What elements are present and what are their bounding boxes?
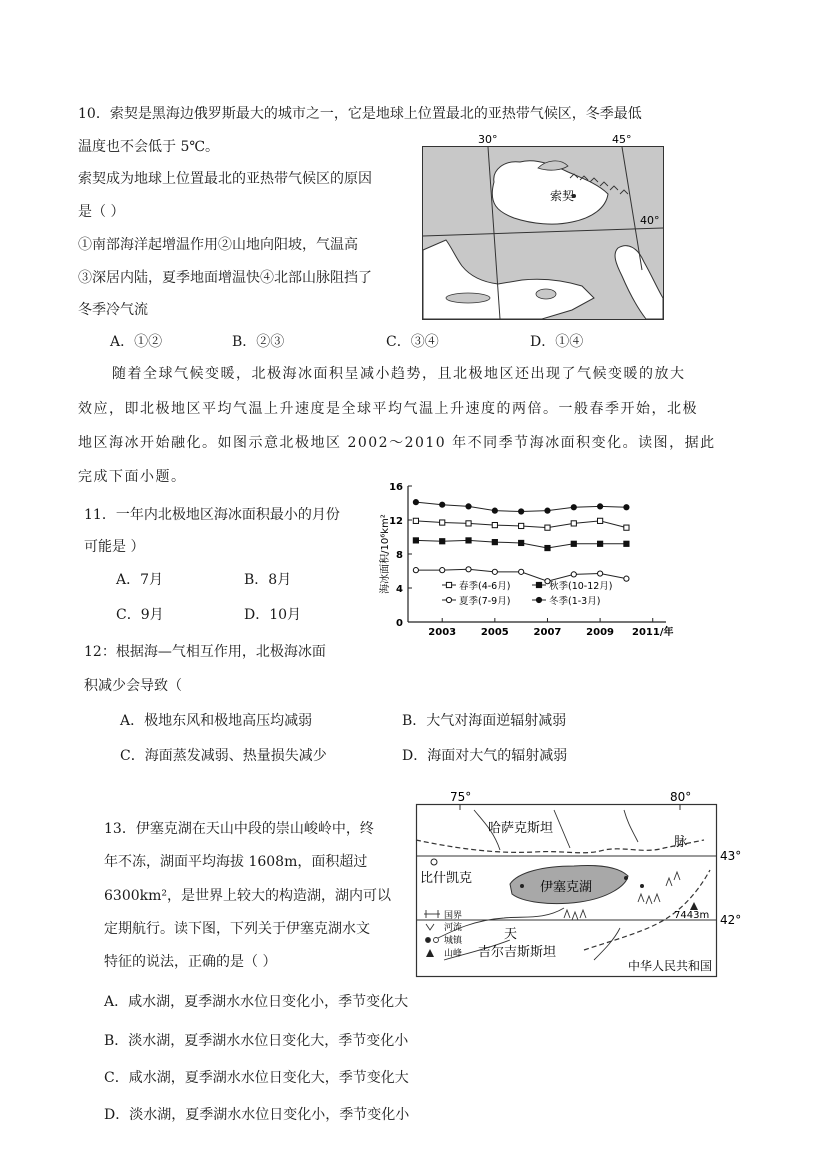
data-point (492, 523, 497, 528)
x-tick-label: 2007 (533, 627, 562, 638)
data-point (571, 572, 576, 577)
legend-marker (446, 597, 451, 602)
intro-line1: 随着全球气候变暖，北极海冰面积呈减小趋势，且北极地区还出现了气候变暖的放大 (112, 366, 686, 382)
data-point (624, 525, 629, 530)
mountain-char-tian: 天 (504, 927, 518, 942)
y-tick-label: 8 (396, 550, 403, 561)
data-point (519, 509, 524, 514)
q12-option-b: B．大气对海面逆辐射减弱 (402, 713, 567, 729)
data-point (598, 518, 603, 523)
data-point (624, 541, 629, 546)
x-tick-label: 2009 (586, 627, 615, 638)
peak-label: 7443m (674, 910, 710, 921)
data-point (466, 538, 471, 543)
data-point (492, 569, 497, 574)
intro-line2: 效应，即北极地区平均气温上升速度是全球平均气温上升速度的两倍。一般春季开始，北极 (78, 401, 698, 417)
q10-line3: 索契成为地球上位置最北的亚热带气候区的原因 (78, 171, 372, 187)
sochi-label: 索契 (550, 189, 575, 203)
q10-line1: 10．索契是黑海边俄罗斯最大的城市之一，它是地球上位置最北的亚热带气候区，冬季最低 (78, 106, 642, 122)
q13-line2: 年不冻，湖面平均海拔 1608m，面积超过 (104, 854, 368, 870)
data-point (519, 523, 524, 528)
issyk-lon2: 80° (670, 790, 692, 804)
data-point (492, 540, 497, 545)
q10-line4: 是（ ） (78, 204, 125, 220)
data-point (571, 505, 576, 510)
legend-border: 国界 (444, 911, 463, 921)
legend-marker (536, 582, 541, 587)
black-sea-lon2: 45° (612, 133, 632, 146)
data-point (413, 500, 418, 505)
legend-marker (536, 597, 541, 602)
q12-option-d: D．海面对大气的辐射减弱 (402, 748, 568, 764)
data-point (466, 521, 471, 526)
q11-line2: 可能是 ） (84, 539, 145, 555)
q11-line1: 11．一年内北极地区海冰面积最小的月份 (84, 507, 340, 523)
data-point (598, 571, 603, 576)
q10-option-b: B．②③ (232, 334, 285, 350)
q13-option-c: C．咸水湖，夏季湖水水位日变化大，季节变化大 (104, 1070, 409, 1086)
q13-option-b: B．淡水湖，夏季湖水水位日变化大，季节变化小 (104, 1033, 409, 1049)
lake-label: 伊塞克湖 (540, 880, 593, 895)
q13-line3: 6300km²，是世界上较大的构造湖，湖内可以 (104, 888, 391, 904)
q12-option-a: A．极地东风和极地高压均减弱 (120, 713, 313, 729)
intro-line3: 地区海冰开始融化。如图示意北极地区 2002～2010 年不同季节海冰面积变化。读图，据此 (78, 435, 716, 451)
q11-option-b: B．8月 (244, 572, 292, 588)
q11-option-a: A．7月 (116, 572, 164, 588)
q12-option-c: C．海面蒸发减弱、热量损失减少 (120, 748, 327, 764)
q13-line5: 特征的说法，正确的是（ ） (104, 954, 277, 970)
data-point (519, 540, 524, 545)
data-point (545, 525, 550, 530)
legend-label: 冬季(1-3月) (549, 596, 601, 607)
x-tick-label: 2005 (480, 627, 509, 638)
q10-option-c: C．③④ (386, 334, 439, 350)
issyk-lat2: 42° (720, 913, 742, 927)
data-point (624, 505, 629, 510)
q13-line1: 13．伊塞克湖在天山中段的崇山峻岭中，终 (104, 821, 374, 837)
black-sea-map (422, 130, 664, 320)
y-tick-label: 4 (396, 584, 403, 595)
q10-line5: ①南部海洋起增温作用②山地向阳坡，气温高 (78, 237, 358, 253)
q12-line2: 积减少会导致（ (84, 678, 182, 694)
china-label: 中华人民共和国 (628, 959, 713, 973)
q10-option-d: D．①④ (530, 334, 584, 350)
data-point (413, 568, 418, 573)
bishkek-label: 比什凯克 (420, 871, 473, 886)
legend-river: 河流 (444, 923, 463, 933)
data-point (545, 545, 550, 550)
q13-option-d: D．淡水湖，夏季湖水水位日变化小，季节变化小 (104, 1107, 410, 1123)
y-tick-label: 12 (389, 516, 403, 527)
data-point (440, 568, 445, 573)
data-point (440, 502, 445, 507)
q10-line2: 温度也不会低于 5℃。 (78, 139, 220, 155)
mountain-char-mai: 脉 (674, 835, 688, 850)
q10-option-a: A．①② (110, 334, 163, 350)
q11-option-c: C．9月 (116, 607, 164, 623)
legend-label: 秋季(10-12月) (549, 581, 613, 592)
data-point (492, 508, 497, 513)
black-sea-lon1: 30° (478, 133, 498, 146)
chart-ylabel: 海冰面积/10⁶km² (380, 514, 391, 594)
q12-line1: 12：根据海—气相互作用，北极海冰面 (84, 644, 326, 660)
data-point (466, 504, 471, 509)
x-tick-label: 2003 (428, 627, 457, 638)
q13-line4: 定期航行。读下图，下列关于伊塞克湖水文 (104, 921, 370, 937)
black-sea-lat: 40° (640, 214, 660, 227)
issyk-lon1: 75° (450, 790, 472, 804)
data-point (598, 504, 603, 509)
intro-line4: 完成下面小题。 (78, 469, 187, 485)
q11-option-d: D．10月 (244, 607, 302, 623)
data-point (571, 541, 576, 546)
q10-line7: 冬季冷气流 (78, 302, 148, 318)
data-point (413, 518, 418, 523)
data-point (440, 539, 445, 544)
legend-town: 城镇 (444, 936, 463, 946)
legend-peak: 山峰 (444, 949, 463, 959)
x-tick-label: 2011/年 (631, 627, 674, 638)
legend-marker (446, 582, 451, 587)
sea-ice-chart (376, 476, 676, 642)
data-point (466, 567, 471, 572)
data-point (571, 521, 576, 526)
y-tick-label: 0 (396, 618, 403, 629)
data-point (413, 538, 418, 543)
issyk-lat1: 43° (720, 849, 742, 863)
legend-label: 夏季(7-9月) (459, 596, 511, 607)
y-tick-label: 16 (389, 482, 403, 493)
data-point (624, 576, 629, 581)
kazakhstan-label: 哈萨克斯坦 (488, 821, 554, 836)
q13-option-a: A．咸水湖，夏季湖水水位日变化小，季节变化大 (104, 994, 409, 1010)
data-point (440, 520, 445, 525)
kyrgyzstan-label: 吉尔吉斯斯坦 (478, 945, 557, 960)
legend-label: 春季(4-6月) (459, 581, 511, 592)
q10-line6: ③深居内陆，夏季地面增温快④北部山脉阻挡了 (78, 270, 372, 286)
issyk-kul-map (414, 790, 754, 980)
data-point (545, 508, 550, 513)
data-point (519, 569, 524, 574)
data-point (598, 541, 603, 546)
